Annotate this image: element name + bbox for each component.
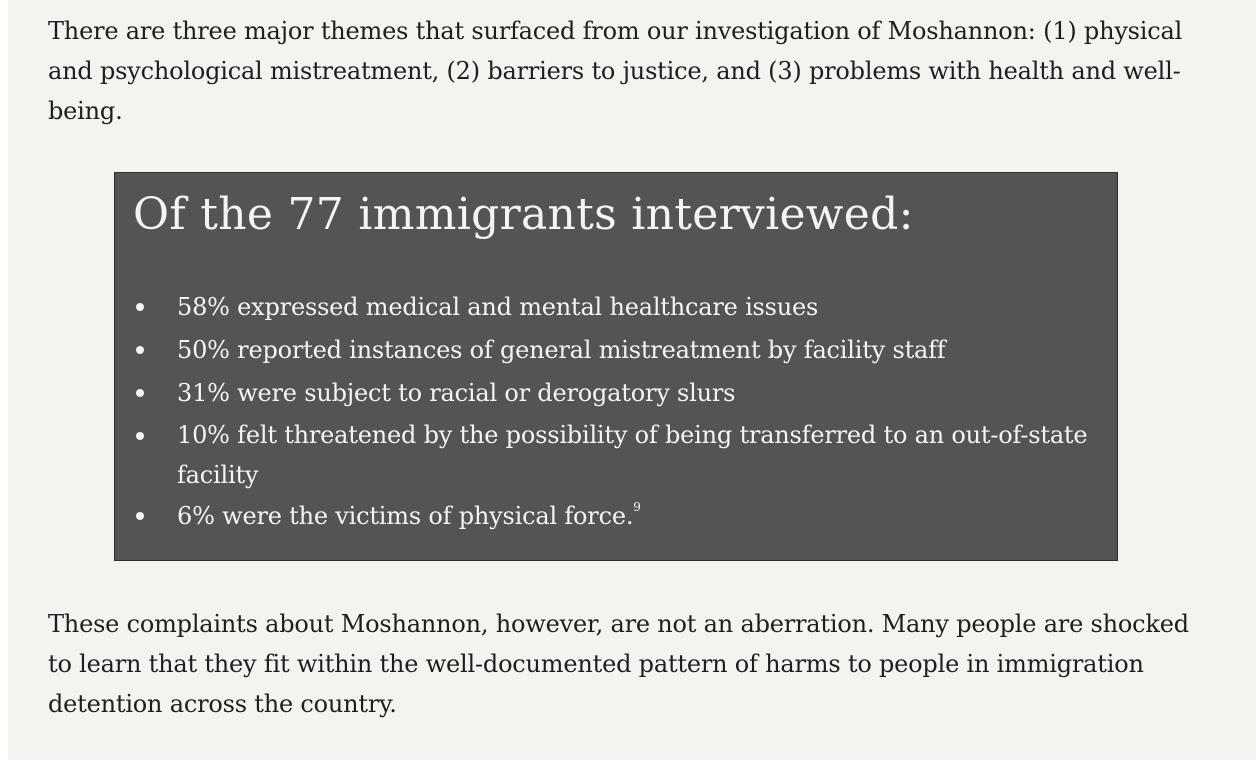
stats-item-physical-force bbox=[115, 495, 1119, 538]
bullet-icon bbox=[136, 512, 144, 520]
stats-item-text: 6% were the victims of physical force. bbox=[177, 502, 634, 530]
bullet-icon bbox=[136, 432, 144, 440]
stats-item-transfer bbox=[115, 415, 1119, 495]
intro-paragraph: There are three major themes that surfaced from our investigation of Moshannon: (1) physical and psychological mistreatment, (2) barriers to justice, and (3) problems with health and well-being. bbox=[48, 17, 1183, 125]
bullet-icon bbox=[136, 389, 144, 397]
stats-item-text: 50% reported instances of general mistreatment by facility staff bbox=[177, 336, 946, 364]
stats-item-text: 10% felt threatened by the possibility of being transferred to an out-of-state facility bbox=[177, 421, 1088, 489]
stats-item-text: 58% expressed medical and mental healthcare issues bbox=[177, 293, 819, 321]
document-page bbox=[8, 0, 1256, 760]
stats-callout-box bbox=[114, 172, 1118, 561]
footnote-reference[interactable]: 9 bbox=[633, 500, 641, 514]
bullet-icon bbox=[136, 303, 144, 311]
stats-item-medical bbox=[115, 286, 1119, 329]
stats-item-text: 31% were subject to racial or derogatory slurs bbox=[177, 379, 736, 407]
bullet-icon bbox=[136, 346, 144, 354]
stats-item-mistreatment bbox=[115, 329, 1119, 372]
outro-paragraph: These complaints about Moshannon, however, are not an aberration. Many people are shocked to learn that they fit within the well-documented pattern of harms to people in immigration detention across the country. bbox=[48, 610, 1189, 718]
stats-heading: Of the 77 immigrants interviewed: bbox=[133, 189, 914, 240]
stats-item-slurs bbox=[115, 372, 1119, 415]
stats-list bbox=[115, 286, 1119, 538]
